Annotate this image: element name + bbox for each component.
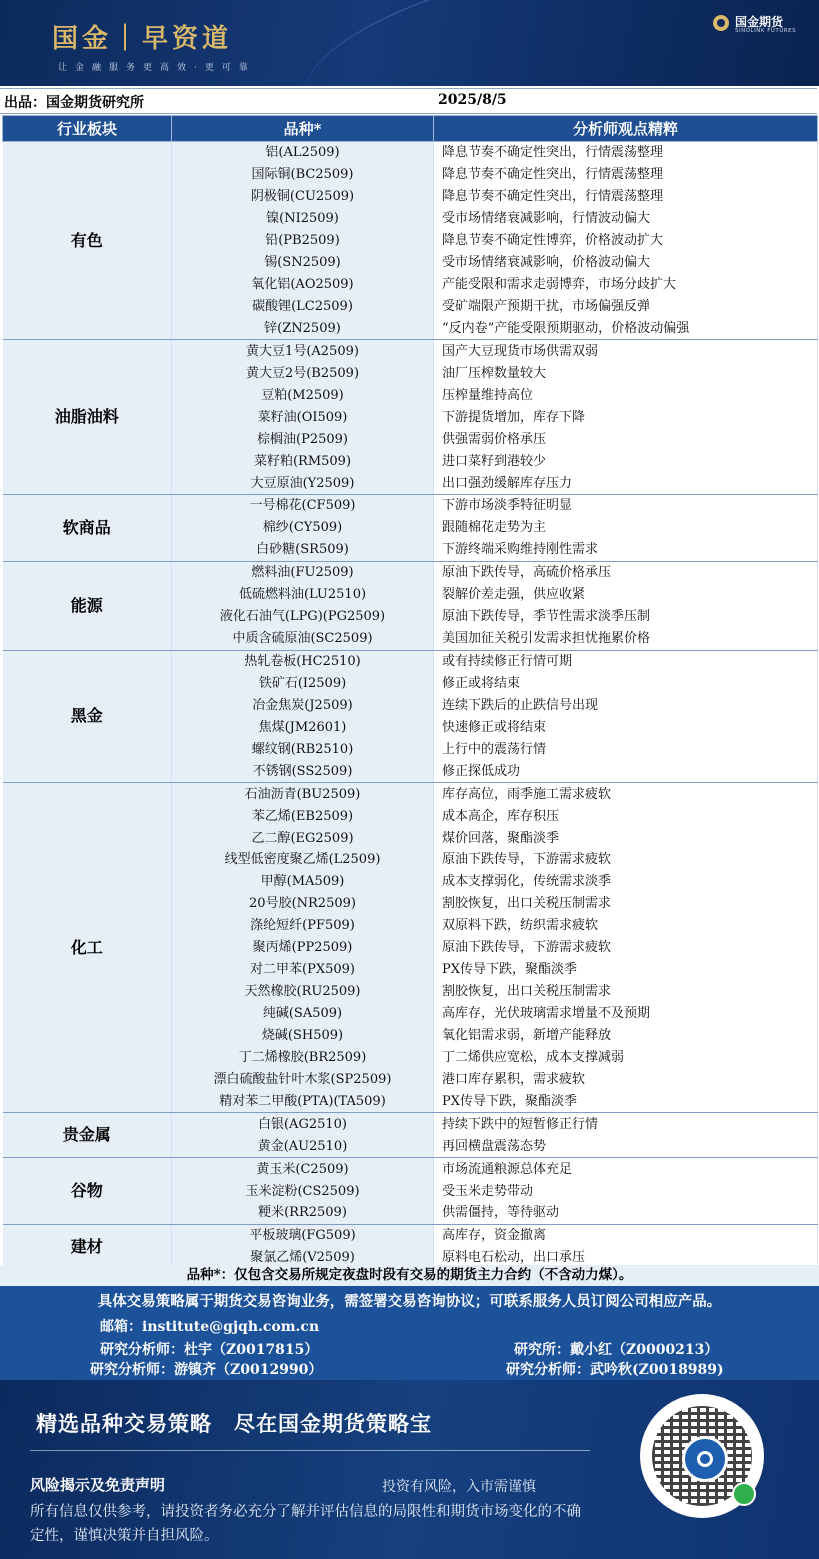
view-cell: 割胶恢复，出口关税压制需求 xyxy=(434,981,818,1003)
variety-cell: 大豆原油(Y2509) xyxy=(172,472,434,494)
variety-cell: 菜籽粕(RM509) xyxy=(172,450,434,472)
variety-cell: 燃料油(FU2509) xyxy=(172,561,434,583)
risk-title: 风险揭示及免责声明 xyxy=(30,1476,166,1494)
view-cell: 供强需弱价格承压 xyxy=(434,428,818,450)
variety-cell: 精对苯二甲酸(PTA)(TA509) xyxy=(172,1090,434,1112)
variety-cell: 氧化铝(AO2509) xyxy=(172,274,434,296)
view-cell: 修正或将结束 xyxy=(434,673,818,695)
variety-cell: 锌(ZN2509) xyxy=(172,318,434,340)
view-cell: 丁二烯供应宽松，成本支撑减弱 xyxy=(434,1046,818,1068)
variety-cell: 黄大豆2号(B2509) xyxy=(172,362,434,384)
view-cell: 高库存，资金撤离 xyxy=(434,1224,818,1246)
view-cell: PX传导下跌，聚酯淡季 xyxy=(434,959,818,981)
view-cell: 美国加征关税引发需求担忧拖累价格 xyxy=(434,628,818,650)
variety-cell: 螺纹钢(RB2510) xyxy=(172,738,434,760)
variety-cell: 粳米(RR2509) xyxy=(172,1202,434,1224)
view-cell: 库存高位，雨季施工需求疲软 xyxy=(434,783,818,805)
view-cell: 成本支撑弱化，传统需求淡季 xyxy=(434,871,818,893)
view-cell: 跟随棉花走势为主 xyxy=(434,517,818,539)
view-cell: 原料电石松动，出口承压 xyxy=(434,1247,818,1269)
view-cell: 压榨量维持高位 xyxy=(434,384,818,406)
table-row xyxy=(3,495,818,517)
variety-cell: 低硫燃料油(LU2510) xyxy=(172,584,434,606)
brand-name-en: SINOLINK FUTURES xyxy=(735,28,797,34)
variety-cell: 镍(NI2509) xyxy=(172,208,434,230)
variety-cell: 黄大豆1号(A2509) xyxy=(172,340,434,362)
variety-cell: 菜籽油(OI509) xyxy=(172,406,434,428)
sector-cell: 油脂油料 xyxy=(3,340,172,495)
view-cell: 修正探低成功 xyxy=(434,760,818,782)
variety-cell: 白砂糖(SR509) xyxy=(172,539,434,561)
variety-cell: 天然橡胶(RU2509) xyxy=(172,981,434,1003)
brand-mark-icon xyxy=(713,15,729,31)
view-cell: 快速修正或将结束 xyxy=(434,716,818,738)
view-cell: 高库存，光伏玻璃需求增量不及预期 xyxy=(434,1003,818,1025)
table-row xyxy=(3,1158,818,1180)
table-row xyxy=(3,650,818,672)
variety-cell: 热轧卷板(HC2510) xyxy=(172,650,434,672)
publish-date: 2025/8/5 xyxy=(438,92,507,108)
variety-cell: 涤纶短纤(PF509) xyxy=(172,915,434,937)
view-cell: 双原料下跌，纺织需求疲软 xyxy=(434,915,818,937)
variety-cell: 对二甲苯(PX509) xyxy=(172,959,434,981)
header-sector: 行业板块 xyxy=(3,116,172,142)
variety-cell: 一号棉花(CF509) xyxy=(172,495,434,517)
table-row xyxy=(3,340,818,362)
view-cell: 下游终端采购维持刚性需求 xyxy=(434,539,818,561)
sector-cell: 化工 xyxy=(3,783,172,1113)
variety-cell: 冶金焦炭(J2509) xyxy=(172,694,434,716)
variety-cell: 线型低密度聚乙烯(L2509) xyxy=(172,849,434,871)
promo-footer xyxy=(0,1380,819,1559)
footer-divider xyxy=(30,1450,590,1451)
table-header-row xyxy=(3,116,818,142)
variety-cell: 石油沥青(BU2509) xyxy=(172,783,434,805)
footnote: 品种*：仅包含交易所规定夜盘时段有交易的期货主力合约（不含动力煤）。 xyxy=(0,1265,819,1286)
view-cell: 原油下跌传导，下游需求疲软 xyxy=(434,849,818,871)
table-row xyxy=(3,1113,818,1135)
view-cell: 或有持续修正行情可期 xyxy=(434,650,818,672)
variety-cell: 锡(SN2509) xyxy=(172,252,434,274)
research-head-dai-xiaohong: 研究所：戴小红（Z0000213） xyxy=(514,1342,719,1358)
variety-cell: 铁矿石(I2509) xyxy=(172,673,434,695)
sector-cell: 黑金 xyxy=(3,650,172,783)
variety-cell: 平板玻璃(FG509) xyxy=(172,1224,434,1246)
contact-panel xyxy=(0,1286,819,1380)
variety-cell: 国际铜(BC2509) xyxy=(172,164,434,186)
table-body xyxy=(3,142,818,1270)
variety-cell: 乙二醇(EG2509) xyxy=(172,827,434,849)
view-cell: 受市场情绪衰减影响，价格波动偏大 xyxy=(434,252,818,274)
variety-cell: 聚氯乙烯(V2509) xyxy=(172,1247,434,1269)
header-view: 分析师观点精粹 xyxy=(434,116,818,142)
table-row xyxy=(3,1224,818,1246)
variety-cell: 烧碱(SH509) xyxy=(172,1025,434,1047)
variety-cell: 白银(AG2510) xyxy=(172,1113,434,1135)
sector-cell: 建材 xyxy=(3,1224,172,1269)
view-cell: 持续下跌中的短暂修正行情 xyxy=(434,1113,818,1135)
variety-cell: 棉纱(CY509) xyxy=(172,517,434,539)
view-cell: 降息节奏不确定性突出，行情震荡整理 xyxy=(434,142,818,164)
slogan: 精选品种交易策略 尽在国金期货策略宝 xyxy=(36,1412,432,1436)
wechat-badge-icon xyxy=(732,1482,756,1506)
brand-name-cn: 国金期货 xyxy=(735,15,784,29)
variety-cell: 棕榈油(P2509) xyxy=(172,428,434,450)
view-cell: 裂解价差走强，供应收紧 xyxy=(434,584,818,606)
variety-cell: 聚丙烯(PP2509) xyxy=(172,937,434,959)
view-cell: 再回横盘震荡态势 xyxy=(434,1135,818,1157)
view-cell: 下游提货增加，库存下降 xyxy=(434,406,818,428)
view-cell: 出口强劲缓解库存压力 xyxy=(434,472,818,494)
sector-cell: 有色 xyxy=(3,142,172,340)
variety-cell: 苯乙烯(EB2509) xyxy=(172,805,434,827)
view-cell: 煤价回落，聚酯淡季 xyxy=(434,827,818,849)
table-row xyxy=(3,142,818,164)
tagline: 让金融服务更高效·更可靠 xyxy=(58,63,256,73)
variety-cell: 液化石油气(LPG)(PG2509) xyxy=(172,606,434,628)
view-cell: 市场流通粮源总体充足 xyxy=(434,1158,818,1180)
analyst-you-zhenqi: 研究分析师：游镇齐（Z0012990） xyxy=(90,1362,323,1378)
consulting-disclaimer: 具体交易策略属于期货交易咨询业务，需签署交易咨询协议；可联系服务人员订阅公司相应产品。 xyxy=(97,1293,722,1310)
view-cell: 受玉米走势带动 xyxy=(434,1180,818,1202)
table-row xyxy=(3,561,818,583)
risk-disclaimer-text: 所有信息仅供参考，请投资者务必充分了解并评估信息的局限性和期货市场变化的不确定性，谨慎决策并自担风险。 xyxy=(30,1504,581,1544)
variety-cell: 不锈钢(SS2509) xyxy=(172,760,434,782)
variety-cell: 豆粕(M2509) xyxy=(172,384,434,406)
variety-cell: 纯碱(SA509) xyxy=(172,1003,434,1025)
view-cell: “反内卷”产能受限预期驱动，价格波动偏强 xyxy=(434,318,818,340)
table-row xyxy=(3,783,818,805)
view-cell: 进口菜籽到港较少 xyxy=(434,450,818,472)
view-cell: 连续下跌后的止跌信号出现 xyxy=(434,694,818,716)
analyst-wu-yinqiu: 研究分析师：武吟秋(Z0018989) xyxy=(506,1362,724,1378)
sector-cell: 贵金属 xyxy=(3,1113,172,1158)
view-cell: 产能受限和需求走弱博弈，市场分歧扩大 xyxy=(434,274,818,296)
contact-email[interactable]: 邮箱：institute@gjqh.com.cn xyxy=(100,1319,320,1335)
variety-cell: 中质含硫原油(SC2509) xyxy=(172,628,434,650)
mini-program-qr-code[interactable] xyxy=(640,1394,764,1518)
view-cell: 降息节奏不确定性突出，行情震荡整理 xyxy=(434,164,818,186)
variety-cell: 阴极铜(CU2509) xyxy=(172,186,434,208)
view-cell: 受市场情绪衰减影响，行情波动偏大 xyxy=(434,208,818,230)
view-cell: 原油下跌传导，高硫价格承压 xyxy=(434,561,818,583)
view-cell: 氧化铝需求弱，新增产能释放 xyxy=(434,1025,818,1047)
view-cell: 原油下跌传导，下游需求疲软 xyxy=(434,937,818,959)
variety-cell: 玉米淀粉(CS2509) xyxy=(172,1180,434,1202)
variety-cell: 20号胶(NR2509) xyxy=(172,893,434,915)
view-cell: 供需僵持，等待驱动 xyxy=(434,1202,818,1224)
variety-cell: 焦煤(JM2601) xyxy=(172,716,434,738)
view-cell: 原油下跌传导，季节性需求淡季压制 xyxy=(434,606,818,628)
view-cell: 油厂压榨数量较大 xyxy=(434,362,818,384)
view-cell: 港口库存累积，需求疲软 xyxy=(434,1068,818,1090)
view-cell: 割胶恢复，出口关税压制需求 xyxy=(434,893,818,915)
view-cell: PX传导下跌，聚酯淡季 xyxy=(434,1090,818,1112)
publisher-row xyxy=(0,88,817,114)
view-cell: 降息节奏不确定性博弈，价格波动扩大 xyxy=(434,230,818,252)
header-variety: 品种* xyxy=(172,116,434,142)
qr-center-logo-icon xyxy=(682,1436,728,1482)
variety-cell: 黄金(AU2510) xyxy=(172,1135,434,1157)
view-cell: 成本高企，库存积压 xyxy=(434,805,818,827)
variety-cell: 碳酸锂(LC2509) xyxy=(172,296,434,318)
banner-header xyxy=(0,0,819,86)
variety-cell: 黄玉米(C2509) xyxy=(172,1158,434,1180)
variety-cell: 铅(PB2509) xyxy=(172,230,434,252)
strategy-table xyxy=(2,115,818,1270)
publisher: 出品：国金期货研究所 xyxy=(4,95,144,111)
variety-cell: 漂白硫酸盐针叶木浆(SP2509) xyxy=(172,1068,434,1090)
logo-text: 国金｜早资道 xyxy=(52,24,233,54)
risk-warning: 投资有风险，入市需谨慎 xyxy=(382,1479,536,1495)
analyst-du-yu: 研究分析师：杜宇（Z0017815） xyxy=(100,1342,319,1358)
view-cell: 国产大豆现货市场供需双弱 xyxy=(434,340,818,362)
sector-cell: 能源 xyxy=(3,561,172,650)
view-cell: 下游市场淡季特征明显 xyxy=(434,495,818,517)
sector-cell: 谷物 xyxy=(3,1158,172,1225)
sector-cell: 软商品 xyxy=(3,495,172,562)
brand-logo xyxy=(713,13,813,39)
view-cell: 受矿端限产预期干扰，市场偏强反弹 xyxy=(434,296,818,318)
view-cell: 降息节奏不确定性突出，行情震荡整理 xyxy=(434,186,818,208)
variety-cell: 甲醇(MA509) xyxy=(172,871,434,893)
variety-cell: 丁二烯橡胶(BR2509) xyxy=(172,1046,434,1068)
variety-cell: 铝(AL2509) xyxy=(172,142,434,164)
view-cell: 上行中的震荡行情 xyxy=(434,738,818,760)
